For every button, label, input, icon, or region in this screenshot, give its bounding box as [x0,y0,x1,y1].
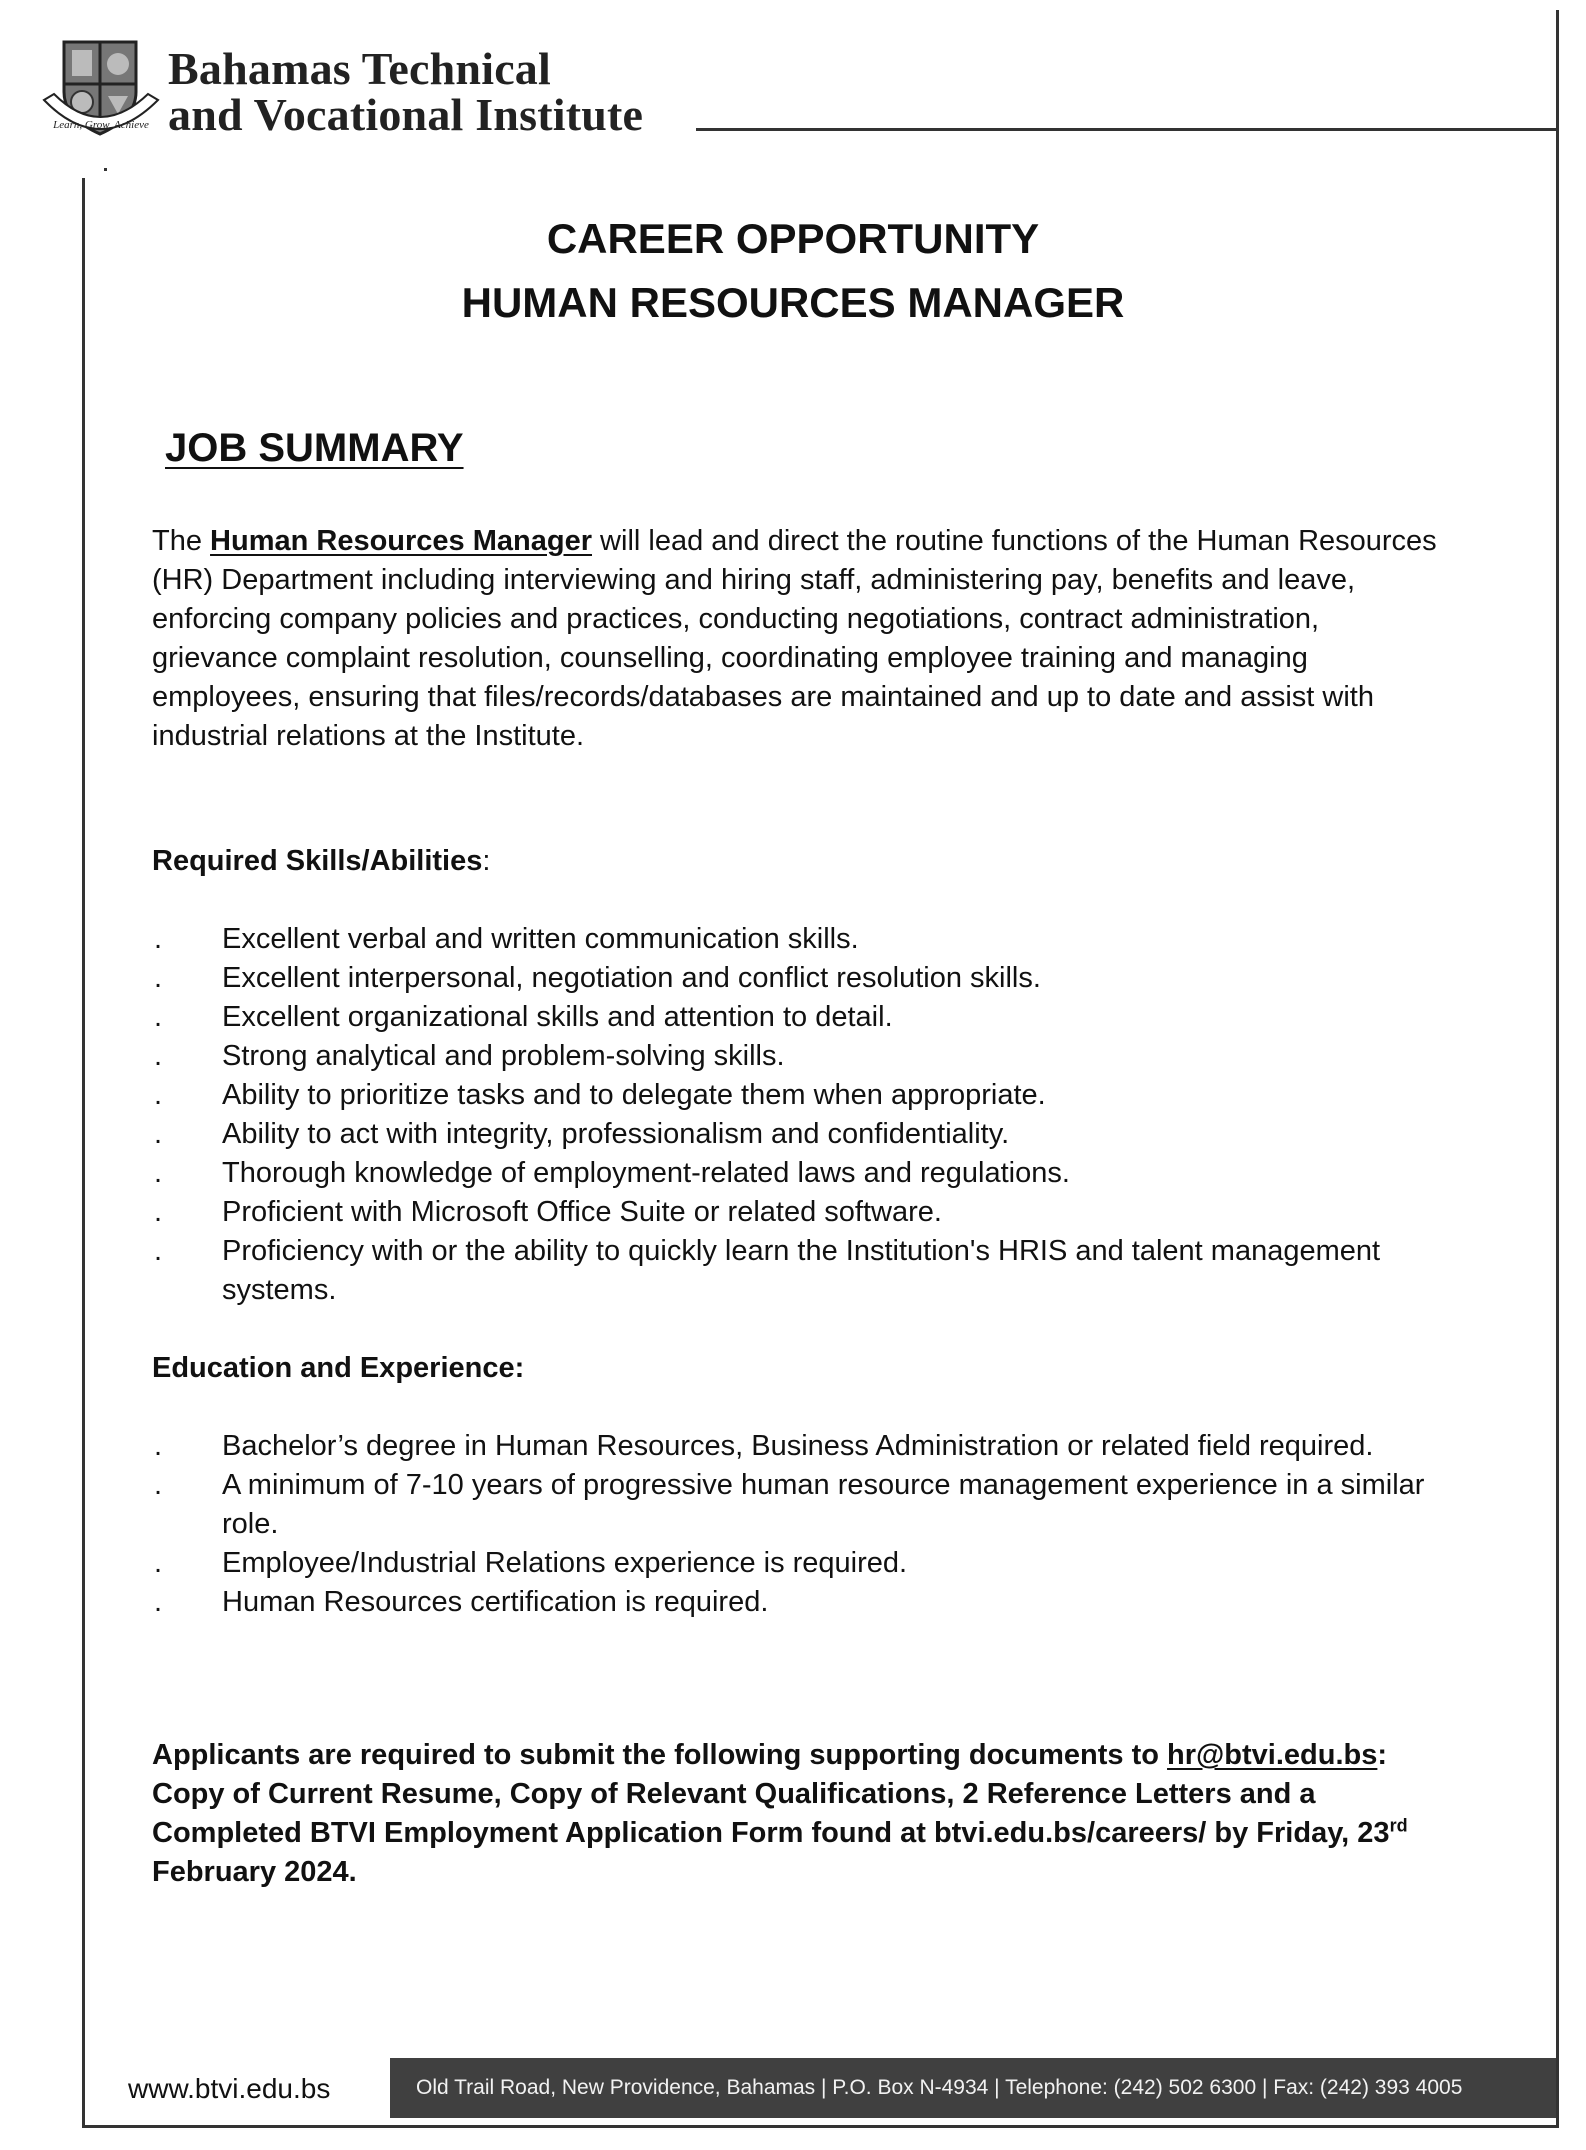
btvi-logo-icon [36,30,166,150]
list-item [152,1583,1452,1622]
footer-website[interactable]: www.btvi.edu.bs [128,2073,331,2104]
skill-text: Proficiency with or the ability to quickly learn the Institution's HRIS and talent management systems. [222,1235,1381,1306]
svg-text:Learn, Grow, Achieve: Learn, Grow, Achieve [53,119,149,131]
skill-text: Proficient with Microsoft Office Suite or related software. [222,1196,942,1228]
summary-highlight: Human Resources Manager [210,525,592,557]
deadline-month-year: February 2024. [152,1856,357,1888]
bullet: . [154,1196,163,1228]
institution-name [168,43,644,140]
list-item [152,1037,1452,1076]
deadline-day: 23 [1357,1817,1390,1849]
institution-name-line1: Bahamas Technical [168,43,551,94]
bullet: . [154,1079,163,1111]
education-text: Human Resources certification is required. [222,1586,769,1618]
summary-intro: The [152,525,211,557]
speck [104,168,107,171]
skills-heading [152,842,490,881]
hr-email-link[interactable]: hr@btvi.edu.bs [1167,1739,1378,1771]
application-instructions [152,1736,1462,1892]
page-border-left [82,178,85,2128]
education-text: A minimum of 7-10 years of progressive human resource management experience in a similar role. [222,1469,1425,1540]
bullet: . [154,1469,163,1501]
job-title: HUMAN RESOURCES MANAGER [461,279,1125,326]
bullet: . [154,1430,163,1462]
summary-body: will lead and direct the routine functions of the Human Resources (HR) Department including interviewing and hiring staff, administering pay, benefits and leave, enforcing company policies and practices, conducting negotiations, contract administration, grievance complaint resolution, counselling, coordinating employee training and managing employees, ensuring that files/records/databases are maintained and up to date and assist with industrial relations at the Institute. [152,525,1437,752]
bullet: . [154,1235,163,1267]
skill-text: Excellent interpersonal, negotiation and conflict resolution skills. [222,962,1041,994]
skill-text: Thorough knowledge of employment-related laws and regulations. [222,1157,1070,1189]
list-item [152,1076,1452,1115]
education-text: Employee/Industrial Relations experience is required. [222,1547,908,1579]
institution-name-line2: and Vocational Institute [168,89,644,140]
skill-text: Excellent verbal and written communication skills. [222,923,859,955]
skill-text: Strong analytical and problem-solving skills. [222,1040,785,1072]
list-item [152,1466,1452,1544]
skills-heading-text: Required Skills/Abilities [152,845,483,877]
list-item [152,1232,1452,1310]
page-title: CAREER OPPORTUNITY [546,215,1040,262]
job-summary-text [152,522,1452,756]
list-item [152,959,1452,998]
application-details: : Copy of Current Resume, Copy of Relevant Qualifications, 2 Reference Letters and a Completed BTVI Employment Application Form found at btvi.edu.bs/careers/ by Friday, [152,1739,1388,1849]
skill-text: Ability to act with integrity, professionalism and confidentiality. [222,1118,1010,1150]
skill-text: Ability to prioritize tasks and to delegate them when appropriate. [222,1079,1046,1111]
bullet: . [154,1118,163,1150]
footer-contact-text: Old Trail Road, New Providence, Bahamas | P.O. Box N-4934 | Telephone: (242) 502 6300 | Fax: (242) 393 4005 [416,2076,1463,2099]
list-item [152,1427,1452,1466]
skills-heading-colon: : [482,845,491,877]
header-rule [696,128,1558,131]
application-lead: Applicants are required to submit the following supporting documents to [152,1739,1168,1771]
list-item [152,920,1452,959]
education-heading: Education and Experience: [152,1352,525,1384]
skill-text: Excellent organizational skills and attention to detail. [222,1001,893,1033]
footer-contact-bar [390,2058,1556,2118]
skills-list [152,920,1452,1310]
bullet: . [154,1157,163,1189]
education-text: Bachelor’s degree in Human Resources, Business Administration or related field required. [222,1430,1374,1462]
bullet: . [154,1040,163,1072]
list-item [152,998,1452,1037]
bullet: . [154,1001,163,1033]
bullet: . [154,962,163,994]
bullet: . [154,1547,163,1579]
bullet: . [154,1586,163,1618]
job-summary-heading: JOB SUMMARY [165,426,464,470]
list-item [152,1544,1452,1583]
list-item [152,1154,1452,1193]
page-border-bottom [82,2125,1559,2128]
education-list [152,1427,1452,1622]
list-item [152,1193,1452,1232]
list-item [152,1115,1452,1154]
bullet: . [154,923,163,955]
deadline-day-suffix: rd [1389,1815,1408,1836]
